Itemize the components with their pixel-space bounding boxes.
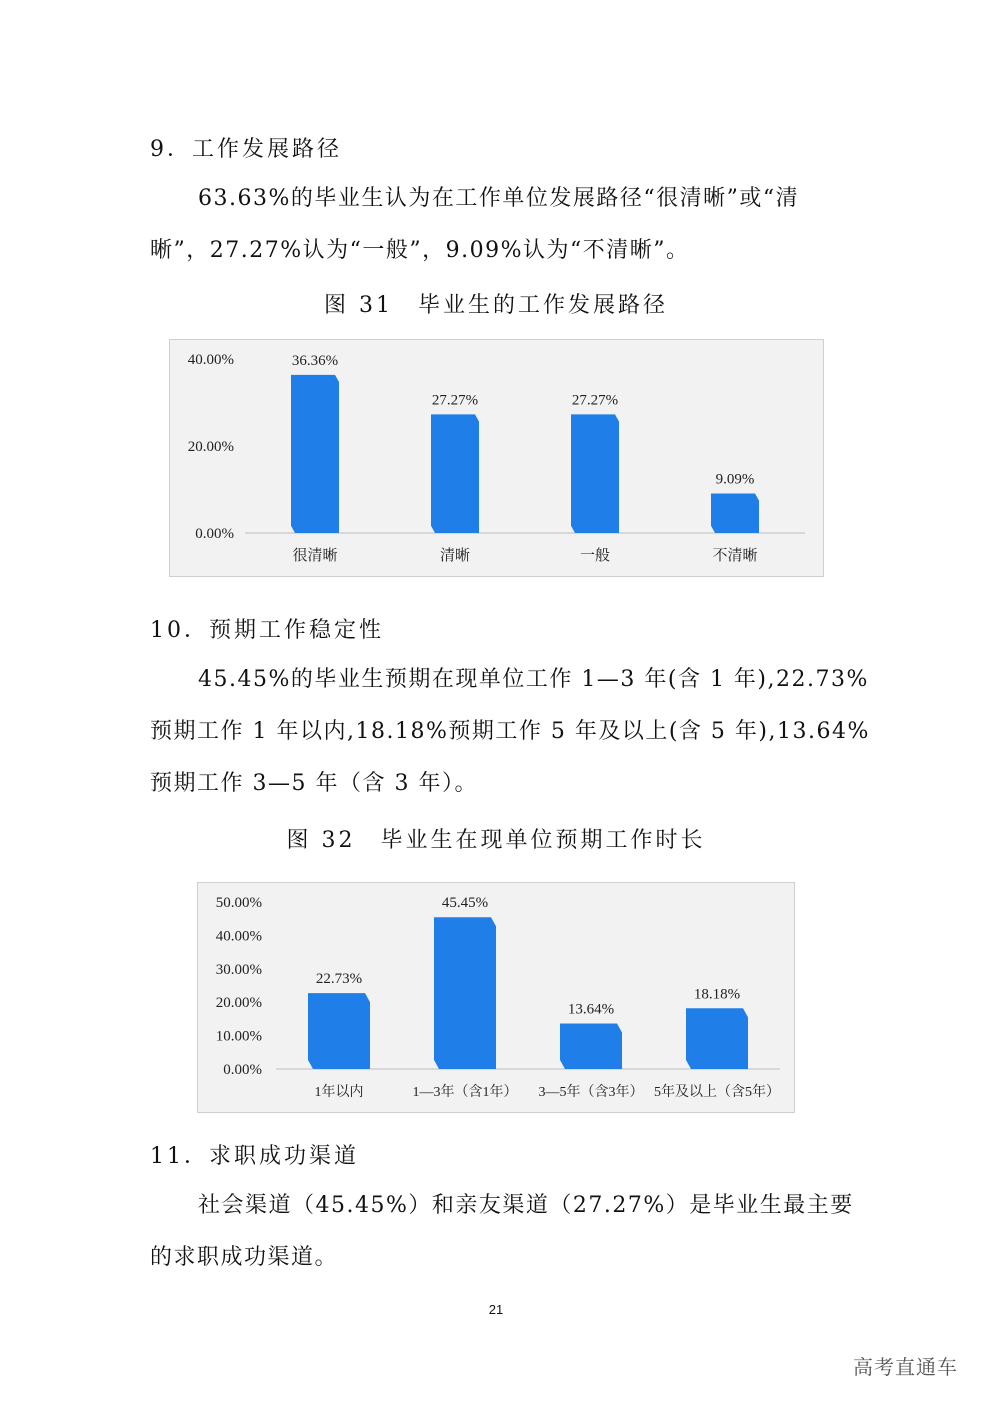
paragraph-line: 社会渠道（45.45%）和亲友渠道（27.27%）是毕业生最主要 bbox=[198, 1193, 854, 1218]
y-tick-label: 20.00% bbox=[187, 439, 234, 455]
bar bbox=[431, 414, 479, 533]
section-11-heading: 11．求职成功渠道 bbox=[150, 1144, 359, 1169]
category-label: 1—3年（含1年） bbox=[412, 1085, 518, 1100]
data-label: 36.36% bbox=[291, 352, 339, 369]
bar bbox=[308, 993, 370, 1069]
watermark-text: 高考直通车 bbox=[853, 1355, 958, 1379]
figure-32-caption: 图 32 毕业生在现单位预期工作时长 bbox=[286, 828, 706, 853]
bar bbox=[560, 1023, 622, 1069]
figure-31-svg bbox=[170, 340, 823, 576]
y-tick-label: 20.00% bbox=[215, 995, 262, 1012]
category-label: 1年以内 bbox=[314, 1085, 364, 1100]
bar bbox=[291, 375, 339, 533]
y-tick-label: 0.00% bbox=[195, 526, 234, 542]
data-label: 13.64% bbox=[567, 1001, 615, 1018]
category-label: 3—5年（含3年） bbox=[538, 1085, 644, 1100]
section-9-heading: 9．工作发展路径 bbox=[150, 137, 342, 162]
figure-31-chart bbox=[169, 339, 824, 577]
paragraph-line: 45.45%的毕业生预期在现单位工作 1—3 年(含 1 年),22.73% bbox=[198, 667, 869, 692]
paragraph-line: 的求职成功渠道。 bbox=[150, 1245, 339, 1270]
data-label: 27.27% bbox=[571, 392, 619, 409]
section-11-paragraph bbox=[150, 1180, 854, 1284]
y-tick-label: 0.00% bbox=[223, 1062, 262, 1078]
category-label: 一般 bbox=[579, 548, 611, 564]
data-label: 45.45% bbox=[441, 895, 489, 912]
y-tick-label: 40.00% bbox=[215, 928, 262, 945]
section-10-heading: 10．预期工作稳定性 bbox=[150, 618, 384, 643]
figure-32-chart bbox=[197, 882, 795, 1113]
section-9-paragraph bbox=[150, 173, 842, 277]
y-tick-label: 10.00% bbox=[215, 1028, 262, 1045]
paragraph-line: 预期工作 1 年以内,18.18%预期工作 5 年及以上(含 5 年),13.64% bbox=[150, 719, 870, 744]
category-label: 不清晰 bbox=[712, 548, 758, 564]
paragraph-line: 晰”，27.27%认为“一般”，9.09%认为“不清晰”。 bbox=[150, 238, 690, 263]
page-number: 21 bbox=[488, 1302, 504, 1317]
figure-31-caption: 图 31 毕业生的工作发展路径 bbox=[324, 293, 668, 318]
category-label: 清晰 bbox=[439, 548, 471, 564]
paragraph-line: 预期工作 3—5 年（含 3 年）。 bbox=[150, 771, 478, 796]
data-label: 9.09% bbox=[715, 471, 755, 488]
section-10-paragraph bbox=[150, 654, 870, 810]
bar bbox=[434, 917, 496, 1069]
y-tick-label: 30.00% bbox=[215, 961, 262, 978]
data-label: 18.18% bbox=[693, 986, 741, 1003]
figure-32-svg bbox=[198, 883, 794, 1112]
bar bbox=[686, 1008, 748, 1069]
y-tick-label: 40.00% bbox=[187, 352, 234, 368]
category-label: 很清晰 bbox=[292, 548, 338, 564]
data-label: 27.27% bbox=[431, 392, 479, 409]
data-label: 22.73% bbox=[315, 971, 363, 988]
bar bbox=[571, 414, 619, 533]
category-label: 5年及以上（含5年） bbox=[654, 1085, 780, 1100]
bar bbox=[711, 493, 759, 533]
y-tick-label: 50.00% bbox=[215, 895, 262, 911]
paragraph-line: 63.63%的毕业生认为在工作单位发展路径“很清晰”或“清 bbox=[198, 186, 800, 211]
